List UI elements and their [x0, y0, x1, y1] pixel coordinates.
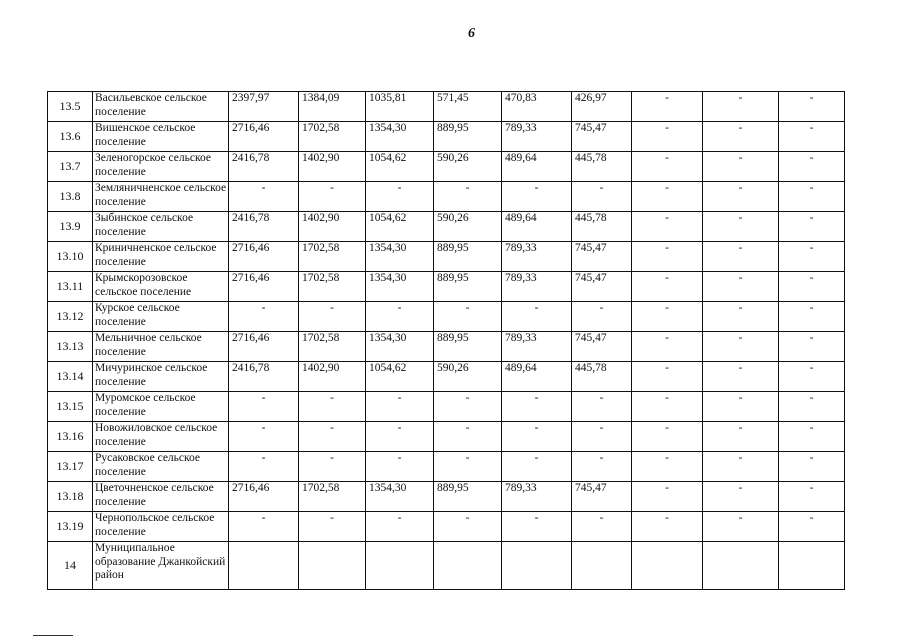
value-cell: 426,97 — [572, 92, 632, 122]
extra-cell: - — [779, 332, 845, 362]
value-cell: 1402,90 — [299, 362, 366, 392]
value-cell: 1035,81 — [366, 92, 434, 122]
value-cell: 745,47 — [572, 122, 632, 152]
value-cell: 1354,30 — [366, 332, 434, 362]
value-cell — [366, 542, 434, 590]
value-cell: - — [434, 422, 502, 452]
settlement-name: Муниципальное образование Джанкойский район — [93, 542, 229, 590]
extra-cell: - — [779, 92, 845, 122]
extra-cell: - — [632, 482, 703, 512]
value-cell: - — [434, 452, 502, 482]
extra-cell: - — [703, 212, 779, 242]
row-number: 13.7 — [48, 152, 93, 182]
value-cell: - — [366, 182, 434, 212]
extra-cell: - — [703, 242, 779, 272]
value-cell: 2716,46 — [229, 242, 299, 272]
value-cell: 789,33 — [502, 482, 572, 512]
value-cell — [502, 542, 572, 590]
table-row — [48, 452, 845, 482]
value-cell: 489,64 — [502, 152, 572, 182]
value-cell: - — [229, 452, 299, 482]
value-cell: 2397,97 — [229, 92, 299, 122]
extra-cell: - — [703, 152, 779, 182]
table-row — [48, 512, 845, 542]
value-cell: 889,95 — [434, 482, 502, 512]
row-number: 13.11 — [48, 272, 93, 302]
value-cell: 445,78 — [572, 362, 632, 392]
settlement-name: Васильевское сельское поселение — [93, 92, 229, 122]
table-row — [48, 92, 845, 122]
extra-cell: - — [632, 122, 703, 152]
value-cell — [434, 542, 502, 590]
extra-cell: - — [703, 122, 779, 152]
extra-cell — [632, 542, 703, 590]
value-cell: 889,95 — [434, 272, 502, 302]
extra-cell: - — [703, 422, 779, 452]
value-cell: 1354,30 — [366, 242, 434, 272]
extra-cell: - — [632, 272, 703, 302]
value-cell: 2716,46 — [229, 272, 299, 302]
value-cell: 1354,30 — [366, 122, 434, 152]
extra-cell: - — [703, 182, 779, 212]
value-cell: 489,64 — [502, 212, 572, 242]
value-cell: - — [366, 452, 434, 482]
value-cell: - — [502, 182, 572, 212]
settlement-name: Цветочненское сельское поселение — [93, 482, 229, 512]
row-number: 13.16 — [48, 422, 93, 452]
value-cell: 789,33 — [502, 332, 572, 362]
extra-cell: - — [779, 182, 845, 212]
extra-cell: - — [779, 242, 845, 272]
value-cell: 745,47 — [572, 272, 632, 302]
value-cell: 1702,58 — [299, 272, 366, 302]
table-row — [48, 422, 845, 452]
footnote-divider — [33, 635, 73, 636]
extra-cell: - — [703, 452, 779, 482]
extra-cell: - — [779, 152, 845, 182]
value-cell: 789,33 — [502, 272, 572, 302]
table-row — [48, 482, 845, 512]
value-cell: 445,78 — [572, 152, 632, 182]
value-cell: - — [434, 182, 502, 212]
table-row — [48, 212, 845, 242]
extra-cell: - — [779, 302, 845, 332]
extra-cell: - — [779, 512, 845, 542]
value-cell: 745,47 — [572, 242, 632, 272]
value-cell: - — [366, 392, 434, 422]
extra-cell: - — [703, 92, 779, 122]
table-row — [48, 182, 845, 212]
row-number: 13.14 — [48, 362, 93, 392]
extra-cell: - — [703, 512, 779, 542]
value-cell: - — [434, 302, 502, 332]
table-row — [48, 152, 845, 182]
settlement-name: Муромское сельское поселение — [93, 392, 229, 422]
value-cell: 2416,78 — [229, 152, 299, 182]
extra-cell: - — [632, 332, 703, 362]
page-number: 6 — [468, 26, 475, 41]
value-cell: 789,33 — [502, 242, 572, 272]
value-cell: 1702,58 — [299, 332, 366, 362]
extra-cell: - — [703, 362, 779, 392]
extra-cell: - — [779, 482, 845, 512]
value-cell: - — [229, 392, 299, 422]
value-cell — [229, 542, 299, 590]
value-cell: 1402,90 — [299, 212, 366, 242]
row-number: 13.9 — [48, 212, 93, 242]
value-cell: - — [572, 512, 632, 542]
tariff-table — [47, 91, 845, 590]
extra-cell: - — [632, 152, 703, 182]
row-number: 13.5 — [48, 92, 93, 122]
value-cell — [299, 542, 366, 590]
value-cell: - — [299, 182, 366, 212]
extra-cell: - — [632, 452, 703, 482]
value-cell: 2716,46 — [229, 482, 299, 512]
value-cell: - — [572, 422, 632, 452]
row-number: 13.15 — [48, 392, 93, 422]
value-cell: 789,33 — [502, 122, 572, 152]
extra-cell: - — [703, 332, 779, 362]
value-cell: - — [572, 392, 632, 422]
settlement-name: Криничненское сельское поселение — [93, 242, 229, 272]
value-cell: 2416,78 — [229, 362, 299, 392]
value-cell: 1054,62 — [366, 362, 434, 392]
value-cell: 745,47 — [572, 332, 632, 362]
extra-cell: - — [632, 182, 703, 212]
value-cell: 590,26 — [434, 152, 502, 182]
row-number: 13.19 — [48, 512, 93, 542]
value-cell: - — [502, 392, 572, 422]
value-cell: - — [299, 392, 366, 422]
settlement-name: Новожиловское сельское поселение — [93, 422, 229, 452]
extra-cell: - — [703, 272, 779, 302]
value-cell: - — [502, 512, 572, 542]
table-row — [48, 122, 845, 152]
row-number: 13.13 — [48, 332, 93, 362]
value-cell: - — [502, 422, 572, 452]
row-number: 13.6 — [48, 122, 93, 152]
value-cell: 889,95 — [434, 122, 502, 152]
table-row — [48, 302, 845, 332]
value-cell: - — [572, 302, 632, 332]
value-cell: 470,83 — [502, 92, 572, 122]
value-cell: - — [229, 512, 299, 542]
table-body — [48, 92, 845, 590]
table-row — [48, 242, 845, 272]
value-cell: 590,26 — [434, 362, 502, 392]
settlement-name: Чернопольское сельское поселение — [93, 512, 229, 542]
table-row — [48, 332, 845, 362]
value-cell: - — [366, 512, 434, 542]
settlement-name: Мичуринское сельское поселение — [93, 362, 229, 392]
value-cell: 1702,58 — [299, 482, 366, 512]
extra-cell: - — [632, 302, 703, 332]
extra-cell: - — [632, 242, 703, 272]
value-cell: 571,45 — [434, 92, 502, 122]
value-cell: - — [229, 302, 299, 332]
value-cell: 889,95 — [434, 242, 502, 272]
extra-cell: - — [703, 392, 779, 422]
value-cell: - — [299, 302, 366, 332]
value-cell: - — [299, 512, 366, 542]
table-row — [48, 362, 845, 392]
extra-cell: - — [779, 452, 845, 482]
value-cell: - — [229, 422, 299, 452]
extra-cell: - — [632, 212, 703, 242]
value-cell: 1402,90 — [299, 152, 366, 182]
value-cell: - — [299, 422, 366, 452]
value-cell: 745,47 — [572, 482, 632, 512]
row-number: 14 — [48, 542, 93, 590]
extra-cell: - — [703, 302, 779, 332]
value-cell: 2716,46 — [229, 122, 299, 152]
value-cell: 1702,58 — [299, 122, 366, 152]
value-cell: - — [434, 392, 502, 422]
extra-cell: - — [632, 512, 703, 542]
extra-cell — [779, 542, 845, 590]
settlement-name: Крымскорозовское сельское поселение — [93, 272, 229, 302]
value-cell: - — [572, 182, 632, 212]
table-row — [48, 272, 845, 302]
extra-cell: - — [632, 392, 703, 422]
value-cell: 1354,30 — [366, 272, 434, 302]
extra-cell: - — [779, 392, 845, 422]
settlement-name: Зеленогорское сельское поселение — [93, 152, 229, 182]
value-cell: - — [502, 302, 572, 332]
value-cell: - — [572, 452, 632, 482]
value-cell: 2416,78 — [229, 212, 299, 242]
extra-cell: - — [779, 362, 845, 392]
row-number: 13.17 — [48, 452, 93, 482]
row-number: 13.18 — [48, 482, 93, 512]
extra-cell: - — [779, 122, 845, 152]
value-cell: 1702,58 — [299, 242, 366, 272]
value-cell: 1054,62 — [366, 152, 434, 182]
value-cell: 489,64 — [502, 362, 572, 392]
settlement-name: Русаковское сельское поселение — [93, 452, 229, 482]
value-cell: 1054,62 — [366, 212, 434, 242]
settlement-name: Вишенское сельское поселение — [93, 122, 229, 152]
value-cell: - — [502, 452, 572, 482]
value-cell — [572, 542, 632, 590]
settlement-name: Земляничненское сельское поселение — [93, 182, 229, 212]
value-cell: 590,26 — [434, 212, 502, 242]
extra-cell — [703, 542, 779, 590]
value-cell: 889,95 — [434, 332, 502, 362]
row-number: 13.12 — [48, 302, 93, 332]
value-cell: - — [366, 422, 434, 452]
settlement-name: Зыбинское сельское поселение — [93, 212, 229, 242]
row-number: 13.8 — [48, 182, 93, 212]
table-row — [48, 392, 845, 422]
value-cell: 2716,46 — [229, 332, 299, 362]
table-row — [48, 542, 845, 590]
value-cell: 1354,30 — [366, 482, 434, 512]
value-cell: - — [229, 182, 299, 212]
extra-cell: - — [632, 92, 703, 122]
extra-cell: - — [779, 212, 845, 242]
row-number: 13.10 — [48, 242, 93, 272]
extra-cell: - — [779, 422, 845, 452]
extra-cell: - — [703, 482, 779, 512]
extra-cell: - — [779, 272, 845, 302]
value-cell: - — [366, 302, 434, 332]
settlement-name: Мельничное сельское поселение — [93, 332, 229, 362]
extra-cell: - — [632, 422, 703, 452]
value-cell: - — [434, 512, 502, 542]
value-cell: 445,78 — [572, 212, 632, 242]
value-cell: 1384,09 — [299, 92, 366, 122]
settlement-name: Курское сельское поселение — [93, 302, 229, 332]
extra-cell: - — [632, 362, 703, 392]
value-cell: - — [299, 452, 366, 482]
